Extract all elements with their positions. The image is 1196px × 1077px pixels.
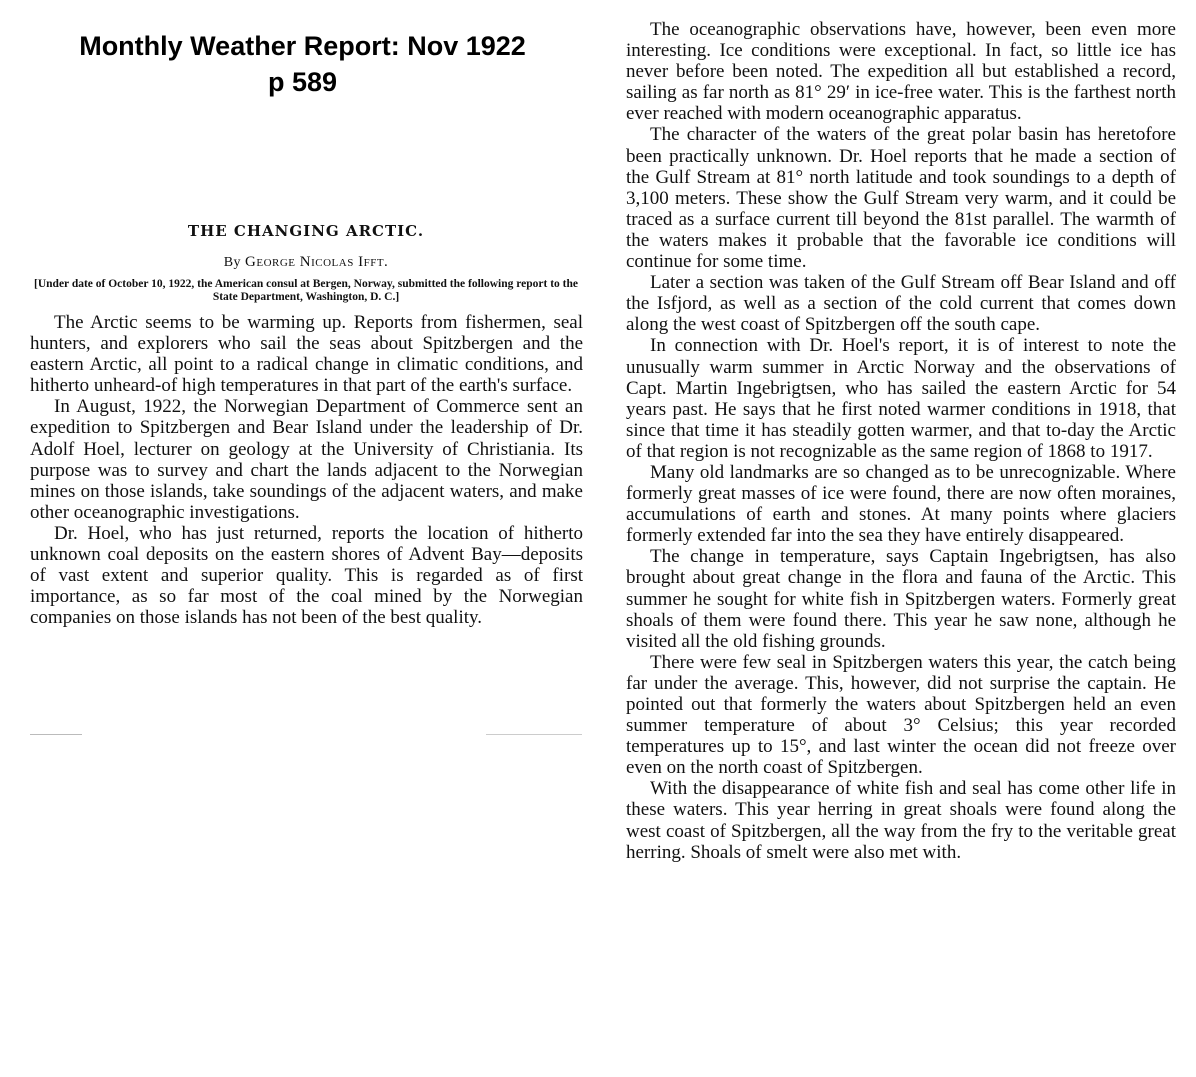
paragraph: The character of the waters of the great polar basin has heretofore been practically unknown. Dr. Hoel reports that he made a section of the Gulf Stream at 81° north latitude and took soundings to a depth of 3,100 meters. These show the Gulf Stream very warm, and it could be traced as a surface current till beyond the 81st parallel. The warmth of the waters makes it probable that the favorable ice conditions will continue for some time.: [626, 124, 1176, 273]
submission-note: [Under date of October 10, 1922, the American consul at Bergen, Norway, submitted the following report to the State Department, Washington, D. C.]: [34, 278, 578, 303]
paragraph: Dr. Hoel, who has just returned, reports the location of hitherto unknown coal deposits on the eastern shores of Advent Bay—deposits of vast extent and superior quality. This is regarded as of first importance, as so far most of the coal mined by the Norwegian companies on those islands has not been of the best quality.: [30, 522, 583, 629]
paragraph: With the disappearance of white fish and seal has come other life in these waters. This year herring in great shoals were found along the west coast of Spitzbergen, all the way from the fry to the veritable great herring. Shoals of smelt were also met with.: [626, 778, 1176, 863]
paragraph: The change in temperature, says Captain Ingebrigtsen, has also brought about great change in the flora and fauna of the Arctic. This summer he sought for white fish in Spitzbergen waters. Formerly great shoals of them were found there. This year he saw none, although he visited all the old fishing grounds.: [626, 546, 1176, 652]
right-column: [626, 19, 1176, 863]
paragraph: In connection with Dr. Hoel's report, it is of interest to note the unusually warm summer in Arctic Norway and the observations of Capt. Martin Ingebrigtsen, who has sailed the eastern Arctic for 54 years past. He says that he first noted warmer conditions in 1918, that since that time it has steadily gotten warmer, and that to-day the Arctic of that region is not recognizable as the same region of 1868 to 1917.: [626, 335, 1176, 462]
paragraph: The oceanographic observations have, however, been even more interesting. Ice conditions were exceptional. In fact, so little ice has never before been noted. The expedition all but established a record, sailing as far north as 81° 29′ in ice-free water. This is the farthest north ever reached with modern oceanographic apparatus.: [626, 19, 1176, 125]
left-column: [30, 312, 583, 628]
author-name: George Nicolas Ifft.: [245, 254, 389, 270]
paragraph: In August, 1922, the Norwegian Department of Commerce sent an expedition to Spitzbergen and Bear Island under the leadership of Dr. Adolf Hoel, lecturer on geology at the University of Christiania. Its purpose was to survey and chart the lands adjacent to the Norwegian mines on those islands, take soundings of the adjacent waters, and make other oceanographic investigations.: [30, 396, 583, 523]
report-header: [30, 28, 575, 100]
byline: [30, 254, 582, 271]
paragraph: There were few seal in Spitzbergen waters this year, the catch being far under the average. This, however, did not surprise the captain. He pointed out that formerly the waters about Spitzbergen held an even summer temperature of about 3° Celsius; this year recorded temperatures up to 15°, and last winter the ocean did not freeze over even on the north coast of Spitzbergen.: [626, 651, 1176, 779]
paragraph: The Arctic seems to be warming up. Reports from fishermen, seal hunters, and explorers who sail the seas about Spitzbergen and the eastern Arctic, all point to a radical change in climatic conditions, and hitherto unheard-of high temperatures in that part of the earth's surface.: [30, 312, 583, 397]
report-title: Monthly Weather Report: Nov 1922: [79, 31, 526, 61]
divider-rule: [486, 734, 582, 735]
article-title: THE CHANGING ARCTIC.: [187, 222, 425, 240]
byline-prefix: By: [223, 255, 246, 270]
divider-rule: [30, 734, 82, 735]
paragraph: Many old landmarks are so changed as to be unrecognizable. Where formerly great masses of ice were found, there are now often moraines, accumulations of earth and stones. At many points where glaciers formerly extended far into the sea they have entirely disappeared.: [626, 461, 1176, 547]
paragraph: Later a section was taken of the Gulf Stream off Bear Island and off the Isfjord, as well as a section of the cold current that comes down along the west coast of Spitzbergen off the south cape.: [626, 272, 1176, 336]
page-number: p 589: [267, 67, 338, 97]
